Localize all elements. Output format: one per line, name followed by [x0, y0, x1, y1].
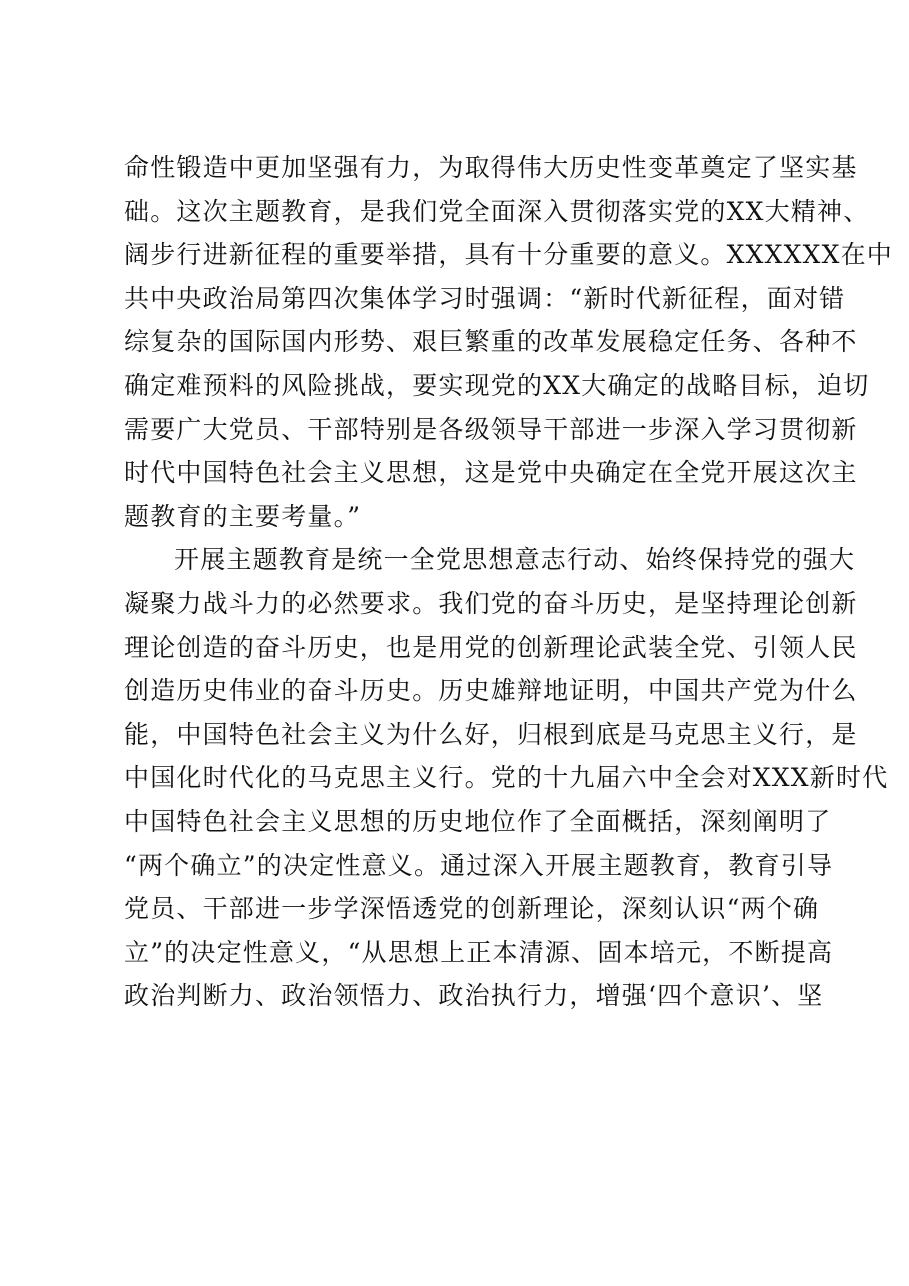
- text-line: 凝聚力战斗力的必然要求。我们党的奋斗历史，是坚持理论创新: [124, 588, 858, 618]
- text-line: 中国特色社会主义思想的历史地位作了全面概括，深刻阐明了: [124, 806, 832, 836]
- text-line: 共中央政治局第四次集体学习时强调：“新时代新征程，面对错: [124, 283, 846, 313]
- paragraph: [124, 538, 889, 1018]
- body-text: [124, 146, 893, 1018]
- text-line: 党员、干部进一步学深悟透党的创新理论，深刻认识“两个确: [124, 894, 820, 924]
- text-line: 理论创造的奋斗历史，也是用党的创新理论武装全党、引领人民: [124, 632, 858, 662]
- text-line: 创造历史伟业的奋斗历史。历史雄辩地证明，中国共产党为什么: [124, 676, 858, 706]
- text-line: 政治判断力、政治领悟力、政治执行力，增强‘四个意识’、坚: [124, 981, 824, 1011]
- text-line: 立”的决定性意义，“从思想上正本清源、固本培元，不断提高: [124, 937, 834, 967]
- text-line: 能，中国特色社会主义为什么好，归根到底是马克思主义行，是: [124, 719, 858, 749]
- text-line: 题教育的主要考量。”: [124, 501, 362, 531]
- text-line: 中国化时代化的马克思主义行。党的十九届六中全会对XXX新时代: [124, 763, 889, 793]
- text-line: 础。这次主题教育，是我们党全面深入贯彻落实党的XX大精神、: [124, 196, 870, 226]
- paragraph: [124, 146, 893, 538]
- text-line: “两个确立”的决定性意义。通过深入开展主题教育，教育引导: [124, 850, 834, 880]
- text-line: 确定难预料的风险挑战，要实现党的XX大确定的战略目标，迫切: [124, 370, 870, 400]
- text-line: 阔步行进新征程的重要举措，具有十分重要的意义。XXXXXX在中: [124, 240, 893, 270]
- text-line: 时代中国特色社会主义思想，这是党中央确定在全党开展这次主: [124, 458, 858, 488]
- text-line: 需要广大党员、干部特别是各级领导干部进一步深入学习贯彻新: [124, 414, 858, 444]
- text-line: 综复杂的国际国内形势、艰巨繁重的改革发展稳定任务、各种不: [124, 327, 858, 357]
- text-line: 命性锻造中更加坚强有力，为取得伟大历史性变革奠定了坚实基: [124, 153, 858, 182]
- text-line: 开展主题教育是统一全党思想意志行动、始终保持党的强大: [174, 545, 856, 575]
